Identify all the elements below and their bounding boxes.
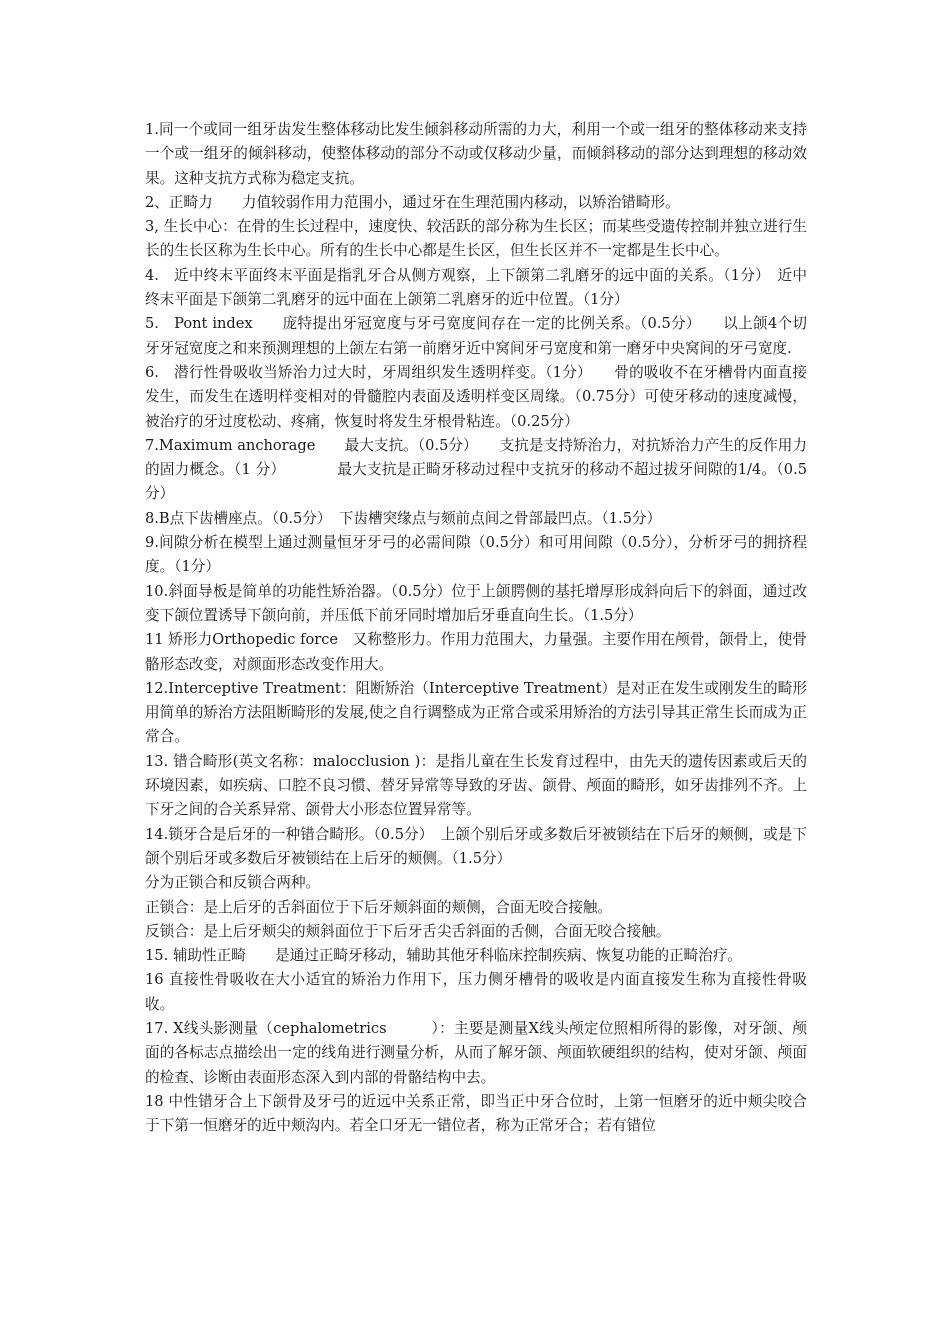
paragraph-13: 13. 错合畸形(英文名称：malocclusion )：是指儿童在生长发育过程中，由先天的遗传因素或后天的环境因素，如疾病、口腔不良习惯、替牙异常等导致的牙齿、颌骨、颅面的畸形，如牙齿排列不齐。上下牙之间的合关系异常、颌骨大小形态位置异常等。 <box>145 752 807 819</box>
document-body <box>145 118 807 1138</box>
paragraph-9: 9.间隙分析在模型上通过测量恒牙牙弓的必需间隙（0.5分）和可用间隙（0.5分），分析牙弓的拥挤程度。（1分） <box>145 534 807 576</box>
paragraph-4: 4. 近中终末平面终末平面是指乳牙合从侧方观察，上下颌第二乳磨牙的远中面的关系。（1分） 近中终末平面是下颌第二乳磨牙的远中面在上颌第二乳磨牙的近中位置。（1分） <box>145 266 807 309</box>
paragraph-2: 2、正畸力 力值较弱作用力范围小，通过牙在生理范围内移动，以矫治错畸形。 <box>145 193 680 211</box>
paragraph-7: 7.Maximum anchorage 最大支抗。（0.5分） 支抗是支持矫治力，对抗矫治力产生的反作用力的固力概念。（1 分） 最大支抗是正畸牙移动过程中支抗牙的移动不超过拔牙间隙的1/4。（0.5分） <box>145 436 807 503</box>
paragraph-8: 8.B点下齿槽座点。（0.5分） 下齿槽突缘点与颏前点间之骨部最凹点。（1.5分） <box>145 509 662 527</box>
paragraph-14-positive: 正锁合：是上后牙的舌斜面位于下后牙颊斜面的颊侧，合面无咬合接触。 <box>145 898 613 916</box>
paragraph-1: 1.同一个或同一组牙齿发生整体移动比发生倾斜移动所需的力大，利用一个或一组牙的整体移动来支持一个或一组牙的倾斜移动，使整体移动的部分不动或仅移动少量，而倾斜移动的部分达到理想的移动效果。这种支抗方式称为稳定支抗。 <box>145 121 807 187</box>
paragraph-10: 10.斜面导板是简单的功能性矫治器。（0.5分）位于上颌腭侧的基托增厚形成斜向后下的斜面，通过改变下颌位置诱导下颌向前，并压低下前牙同时增加后牙垂直向生长。（1.5分） <box>145 582 807 624</box>
paragraph-18: 18 中性错牙合上下颌骨及牙弓的近远中关系正常，即当正中牙合位时，上第一恒磨牙的近中颊尖咬合于下第一恒磨牙的近中颊沟内。若全口牙无一错位者，称为正常牙合；若有错位 <box>145 1092 807 1135</box>
paragraph-17: 17. X线头影测量（cephalometrics ）：主要是测量X线头颅定位照相所得的影像，对牙颌、颅面的各标志点描绘出一定的线角进行测量分析，从而了解牙颌、颅面软硬组织的结构，使对牙颌、颅面的检查、诊断由表面形态深入到内部的骨骼结构中去。 <box>145 1019 807 1086</box>
paragraph-6: 6. 潜行性骨吸收当矫治力过大时，牙周组织发生透明样变。（1分） 骨的吸收不在牙槽骨内面直接发生，而发生在透明样变相对的骨髓腔内表面及透明样变区周缘。（0.75分）可使牙移动的速度减慢，被治疗的牙过度松动、疼痛，恢复时将发生牙根骨粘连。（0.25分） <box>145 363 807 430</box>
paragraph-14: 14.锁牙合是后牙的一种错合畸形。（0.5分） 上颌个别后牙或多数后牙被锁结在下后牙的颊侧，或是下颌个别后牙或多数后牙被锁结在上后牙的颊侧。（1.5分） <box>145 825 807 867</box>
paragraph-14-reverse: 反锁合：是上后牙颊尖的颊斜面位于下后牙舌尖舌斜面的舌侧，合面无咬合接触。 <box>145 922 671 940</box>
paragraph-15: 15. 辅助性正畸 是通过正畸牙移动，辅助其他牙科临床控制疾病、恢复功能的正畸治疗。 <box>145 947 743 965</box>
paragraph-11: 11 矫形力Orthopedic force 又称整形力。作用力范围大，力量强。主要作用在颅骨，颌骨上，使骨骼形态改变，对颜面形态改变作用大。 <box>145 631 807 673</box>
paragraph-16: 16 直接性骨吸收在大小适宜的矫治力作用下，压力侧牙槽骨的吸收是内面直接发生称为直接性骨吸收。 <box>145 971 807 1013</box>
paragraph-12: 12.Interceptive Treatment：阻断矫治（Interceptive Treatment）是对正在发生或刚发生的畸形用简单的矫治方法阻断畸形的发展,使之自行调整成为正常合或采用矫治的方法引导其正常生长而成为正常合。 <box>145 679 807 746</box>
paragraph-5: 5. Pont index 庞特提出牙冠宽度与牙弓宽度间存在一定的比例关系。（0.5分） 以上颌4个切牙牙冠宽度之和来预测理想的上颌左右第一前磨牙近中窝间牙弓宽度和第一磨牙中央窝间的牙弓宽度. <box>145 315 807 357</box>
paragraph-3: 3, 生长中心：在骨的生长过程中，速度快、较活跃的部分称为生长区；而某些受遗传控制并独立进行生长的生长区称为生长中心。所有的生长中心都是生长区，但生长区并不一定都是生长中心。 <box>145 218 807 260</box>
paragraph-14-types: 分为正锁合和反锁合两种。 <box>145 874 321 892</box>
